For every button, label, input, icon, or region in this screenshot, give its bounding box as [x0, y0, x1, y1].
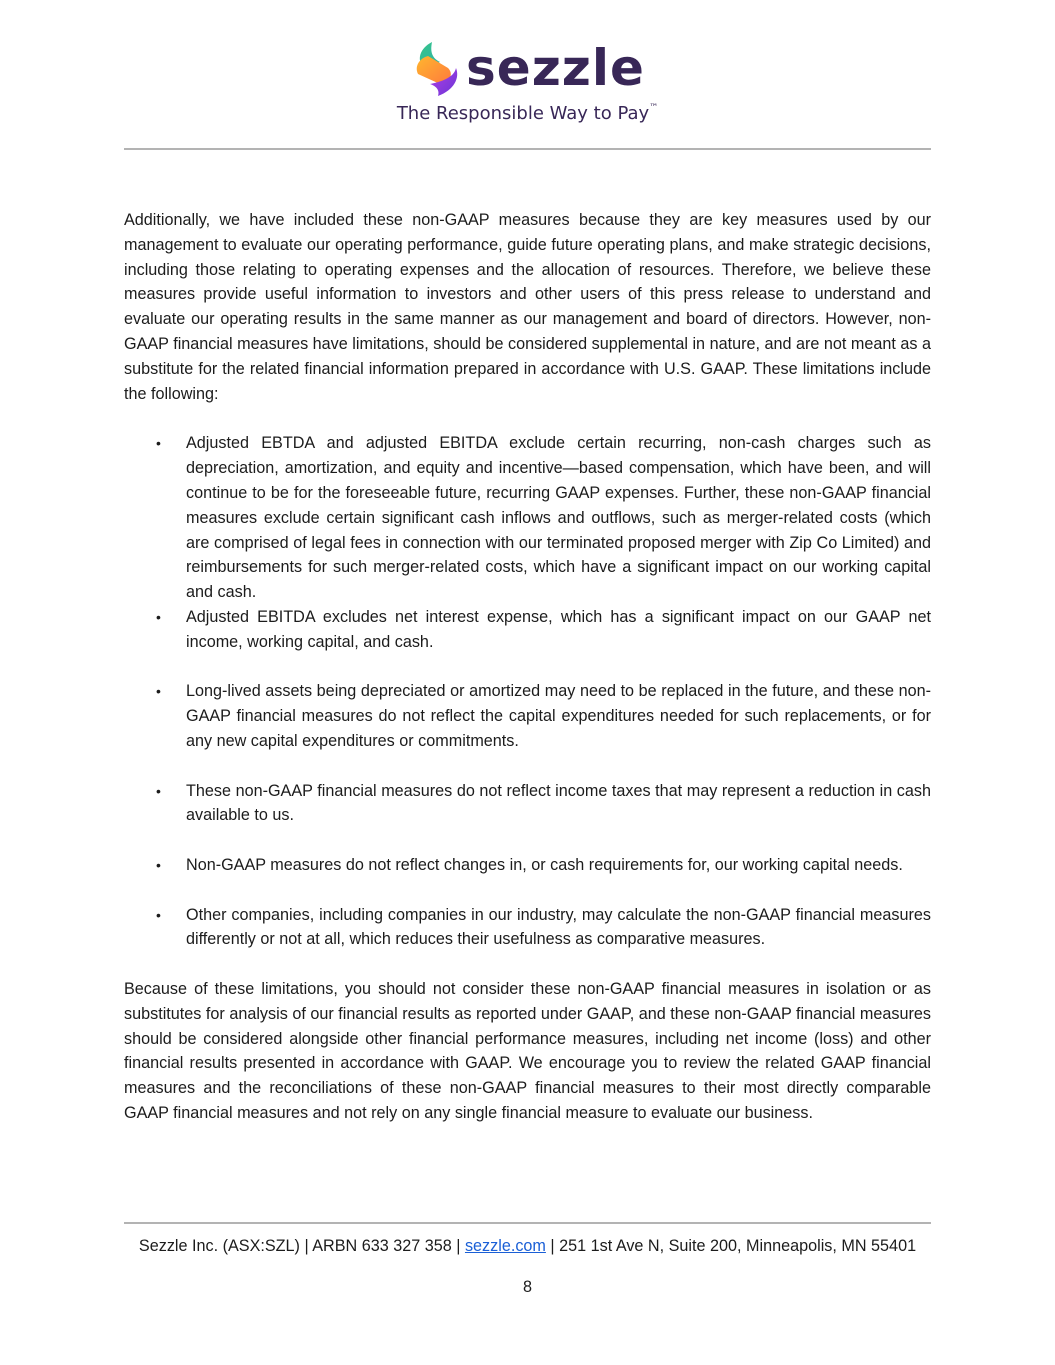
list-item [124, 431, 931, 605]
header-divider [124, 148, 931, 150]
list-item [124, 779, 931, 829]
website-link[interactable]: sezzle.com [464, 1237, 546, 1255]
footer-company: Sezzle Inc. (ASX:SZL) | ARBN 633 327 358 | [138, 1237, 461, 1255]
bullet-icon: • [156, 856, 161, 873]
list-item-text: Adjusted EBITDA excludes net interest expense, which has a significant impact on our GAAP net income, working capital, and cash. [186, 607, 931, 651]
sezzle-logo-icon [410, 38, 462, 98]
bullet-icon: • [156, 435, 161, 452]
trademark-mark: ™ [649, 103, 659, 113]
bullet-icon: • [156, 683, 161, 700]
page-header [0, 36, 1055, 124]
list-item-text: Non-GAAP measures do not reflect changes in, or cash requirements for, our working capital needs. [186, 855, 903, 874]
footer-address: | 251 1st Ave N, Suite 200, Minneapolis, MN 55401 [550, 1237, 917, 1255]
page-footer [124, 1234, 931, 1258]
list-item [124, 605, 931, 655]
sezzle-logo [410, 36, 645, 100]
tagline [0, 103, 1055, 124]
intro-paragraph: Additionally, we have included these non-GAAP measures because they are key measures used by our management to evaluate our operating performance, guide future operating plans, and make strategic decisions, including those relating to operating expenses and the allocation of resources. Therefore, we believe these measures provide useful information to investors and other users of this press release to understand and evaluate our operating results in the same manner as our management and board of directors. However, non-GAAP financial measures have limitations, should be considered supplemental in nature, and are not meant as a substitute for the related financial information prepared in accordance with U.S. GAAP. These limitations include the following: [124, 211, 931, 403]
closing-paragraph: Because of these limitations, you should not consider these non-GAAP financial measures in isolation or as substitutes for analysis of our financial results as reported under GAAP, and these non-GAAP financial measures should be considered alongside other financial performance measures, including net income (loss) and other financial results presented in accordance with GAAP. We encourage you to review the related GAAP financial measures and the reconciliations of these non-GAAP financial measures to their most directly comparable GAAP financial measures and not rely on any single financial measure to evaluate our business. [124, 979, 931, 1122]
bullet-icon: • [156, 608, 161, 625]
list-item-text: Other companies, including companies in our industry, may calculate the non-GAAP financial measures differently or not at all, which reduces their usefulness as comparative measures. [186, 905, 931, 949]
logo-wordmark: sezzle [466, 39, 645, 97]
page-number: 8 [522, 1278, 532, 1296]
list-item-text: Long-lived assets being depreciated or amortized may need to be replaced in the future, and these non-GAAP financial measures do not reflect the capital expenditures needed for such replacements, or for any new capital expenditures or commitments. [186, 682, 931, 750]
list-item [124, 903, 931, 953]
document-body [124, 208, 931, 1126]
bullet-icon: • [156, 906, 161, 923]
limitations-list [124, 431, 931, 952]
list-item-text: These non-GAAP financial measures do not reflect income taxes that may represent a reduction in cash available to us. [186, 781, 931, 825]
footer-divider [124, 1222, 931, 1224]
list-item [124, 679, 931, 753]
list-item-text: Adjusted EBTDA and adjusted EBITDA exclude certain recurring, non-cash charges such as depreciation, amortization, and equity and incentive—based compensation, which have been, and will continue to be for the foreseeable future, recurring GAAP expenses. Further, these non-GAAP financial measures exclude certain significant cash inflows and outflows, such as merger-related costs (which are comprised of legal fees in connection with our terminated proposed merger with Zip Co Limited) and reimbursements for such merger-related costs, which have a significant impact on our working capital and cash. [186, 434, 931, 602]
tagline-text: The Responsible Way to Pay [396, 103, 650, 124]
bullet-icon: • [156, 782, 161, 799]
list-item [124, 853, 931, 878]
